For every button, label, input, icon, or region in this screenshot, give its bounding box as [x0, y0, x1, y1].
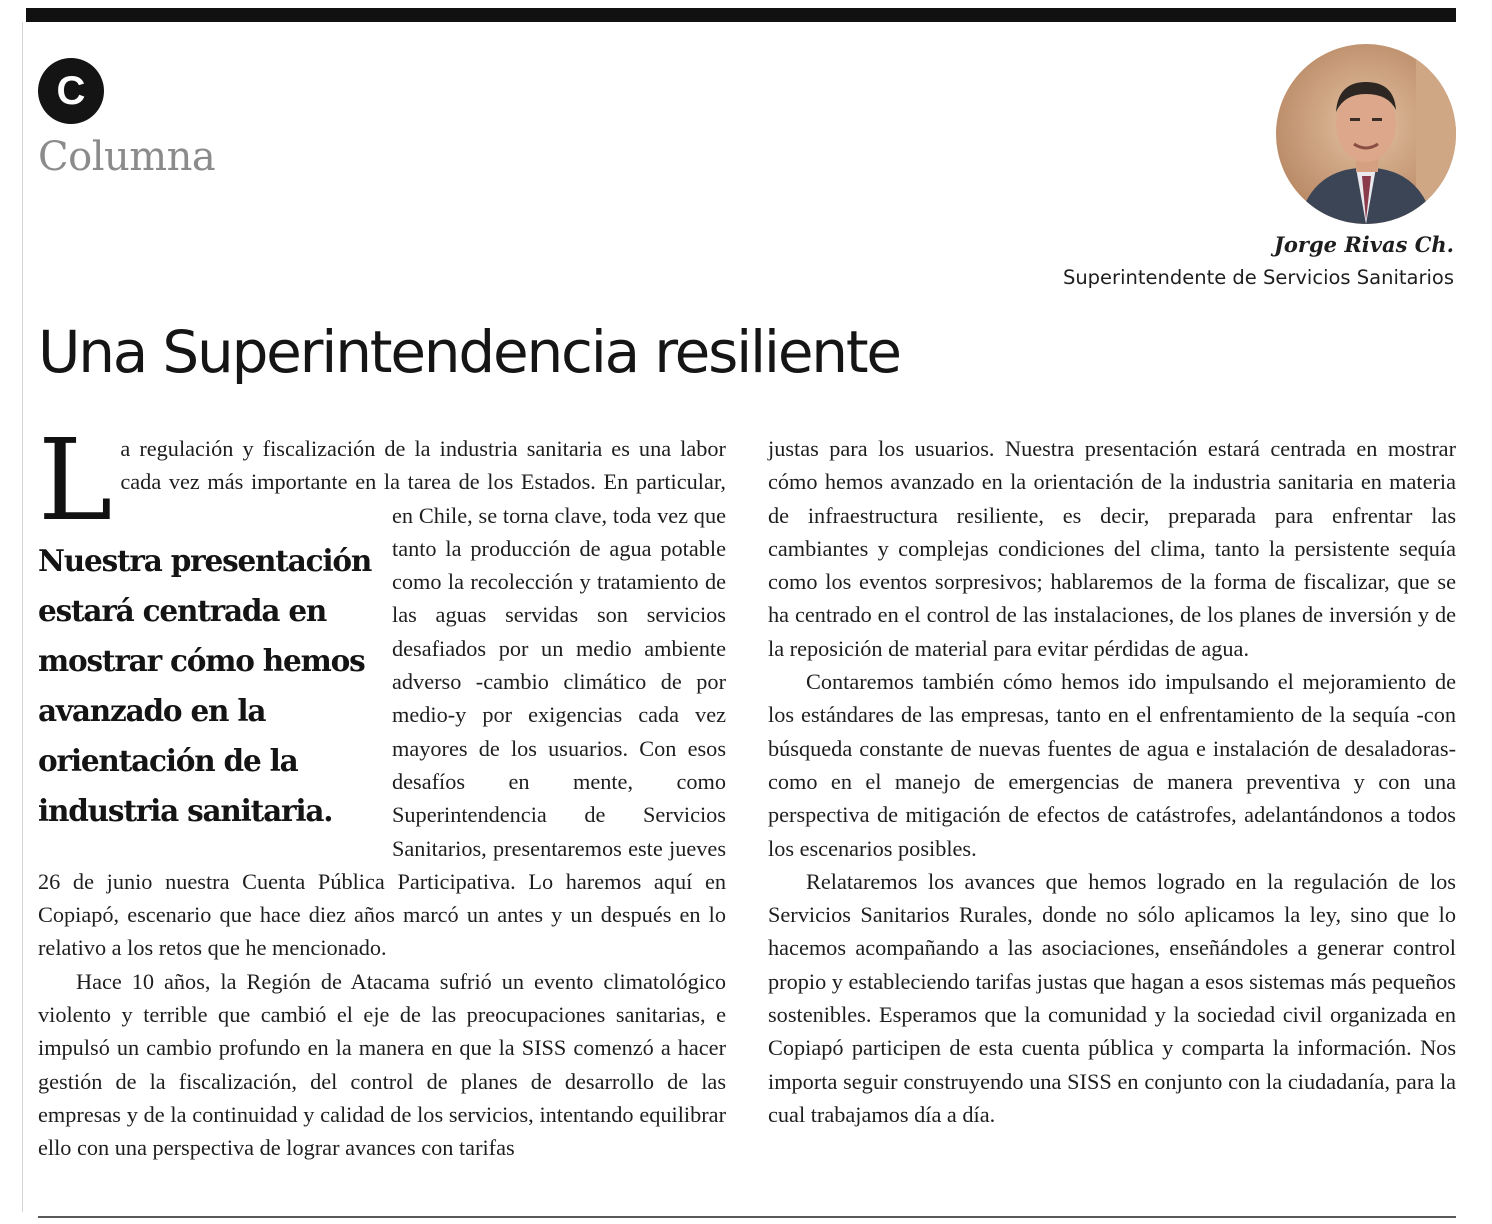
- section-badge: [38, 58, 104, 124]
- section-badge-letter: C: [56, 68, 86, 113]
- author-role: Superintendente de Servicios Sanitarios: [1062, 266, 1454, 289]
- section-label: Columna: [38, 134, 216, 180]
- article-column-left: [38, 416, 726, 1165]
- author-name: Jorge Rivas Ch.: [1273, 232, 1454, 257]
- author-portrait: [1276, 44, 1456, 224]
- body-paragraph-1: a regulación y fiscalización de la industria sanitaria es una labor cada vez más importante en la tarea de los Estados. En particular, en Chile, se torna clave, toda vez que tanto la producción de agua potable como la recolección y tratamiento de las aguas servidas son servicios desafiados por un medio ambiente adverso -cambio climático de por medio-y por exigencias cada vez mayores de los usuarios. Con esos desafíos en mente, como Superintendencia de Servicios Sanitarios, presentaremos este jueves 26 de junio nuestra Cuenta Pública Participativa. Lo haremos aquí en Copiapó, escenario que hace diez años marcó un antes y un después en lo relativo a los retos que he mencionado.: [38, 436, 726, 961]
- body-paragraph-4: Relataremos los avances que hemos logrado en la regulación de los Servicios Sanitarios Rurales, donde no sólo aplicamos la ley, sino que lo hacemos acompañando a las asociaciones, enseñándoles a generar control propio y estableciendo tarifas justas que hagan a esos sistemas más pequeños sostenibles. Esperamos que la comunidad y la sociedad civil organizada en Copiapó participen de esta cuenta pública y comparta la información. Nos importa seguir construyendo una SISS en conjunto con la ciudadanía, para la cual trabajamos día a día.: [768, 868, 1456, 1127]
- top-rule: [26, 8, 1456, 22]
- drop-cap: L: [38, 416, 113, 546]
- body-paragraph-3: Contaremos también cómo hemos ido impulsando el mejoramiento de los estándares de las empresas, tanto en el enfrentamiento de la sequía -con búsqueda constante de nuevas fuentes de agua e instalación de desaladoras- como en el manejo de emergencias de manera preventiva y con una perspectiva de mitigación de efectos de catástrofes, adelantándonos a todos los escenarios posibles.: [768, 669, 1456, 861]
- column-margin-rule: [22, 22, 23, 1212]
- pull-quote: Nuestra presentación estará centrada en mostrar cómo hemos avanzado en la orientación de la industria sanitaria.: [38, 543, 372, 828]
- body-paragraph-2-continued: justas para los usuarios. Nuestra presentación estará centrada en mostrar cómo hemos avanzado en la orientación de la industria sanitaria en materia de infraestructura resiliente, es decir, preparada para enfrentar las cambiantes y complejas condiciones del clima, tanto la persistente sequía como los eventos sorpresivos; hablaremos de la forma de fiscalizar, que se ha centrado en el control de las instalaciones, de los planes de inversión y de la reposición de material para evitar pérdidas de agua.: [768, 436, 1456, 661]
- body-paragraph-2-start: Hace 10 años, la Región de Atacama sufrió un evento climatológico violento y terrible que cambió el eje de las preocupaciones sanitarias, e impulsó un cambio profundo en la manera en que la SISS comenzó a hacer gestión de la fiscalización, del control de planes de desarrollo de las empresas y de la continuidad y calidad de los servicios, intentando equilibrar ello con una perspectiva de lograr avances con tarifas: [38, 968, 726, 1161]
- author-portrait-illustration: [1276, 44, 1456, 224]
- headline: Una Superintendencia resiliente: [38, 318, 900, 386]
- bottom-rule: [38, 1216, 1456, 1218]
- article-column-right: [768, 432, 1456, 1131]
